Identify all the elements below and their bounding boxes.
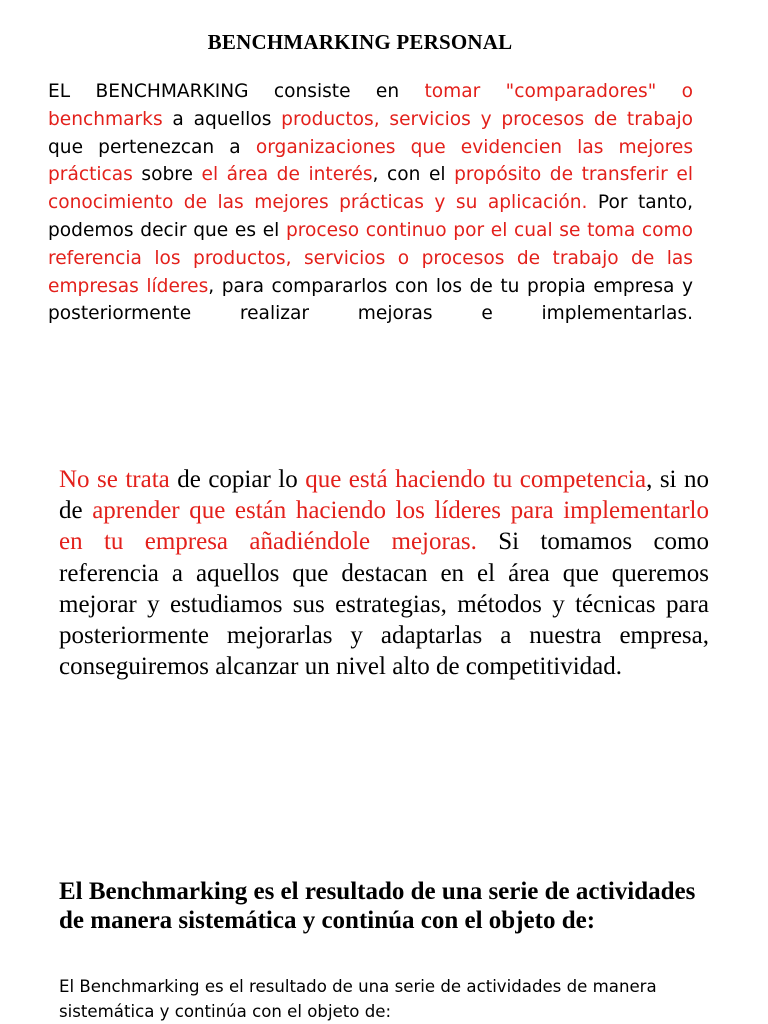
text-run: , si no de (59, 466, 709, 525)
text-run: a aquellos (162, 108, 282, 130)
paragraph-objective: El Benchmarking es el resultado de una serie de actividades de manera sistemática y continúa con el objeto de: (59, 977, 657, 1021)
highlight-run: organizaciones que evidencien las mejores prácticas (48, 136, 694, 186)
highlight-run: que está haciendo tu competencia (305, 466, 647, 493)
text-run: , con el (372, 164, 455, 186)
highlight-run: tomar "comparadores" o benchmarks (48, 81, 693, 130)
page-title: BENCHMARKING PERSONAL (207, 30, 513, 54)
section-heading: El Benchmarking es el resultado de una serie de actividades de manera sistemática y continúa con el objeto de: (59, 878, 696, 934)
text-run: Por tanto, podemos decir que es el (48, 192, 694, 241)
highlight-run: el área de interés (201, 164, 373, 186)
text-run: EL BENCHMARKING consiste en (48, 81, 425, 102)
highlight-run: propósito de transferir el conocimiento de las mejores prácticas y su aplicación. (48, 164, 693, 214)
highlight-run: aprender que están haciendo los líderes para implementarlo en tu empresa añadiéndole mejoras. (59, 497, 709, 556)
text-run: que pertenezcan a (48, 136, 256, 158)
text-run: Si tomamos como referencia a aquellos que destacan en el área que queremos mejorar y estudiamos sus estrategias, métodos y técnicas para posteriormente mejorarlas y adaptarlas a nuestra empresa, conseguiremos alcanzar un nivel alto de competitividad. (59, 528, 709, 681)
paragraph-definition (48, 78, 693, 328)
text-run: , para compararlos con los de tu propia empresa y posteriormente realizar mejoras e implementarlas. (48, 275, 694, 325)
highlight-run: productos, servicios y procesos de trabajo (281, 108, 693, 130)
paragraph-explanation (59, 464, 709, 682)
text-run: sobre (132, 164, 202, 186)
text-run: de copiar lo (169, 466, 306, 493)
highlight-run: proceso continuo por el cual se toma como referencia los productos, servicios o procesos de trabajo de las empresas líderes (48, 219, 694, 297)
highlight-run: No se trata (59, 466, 170, 493)
